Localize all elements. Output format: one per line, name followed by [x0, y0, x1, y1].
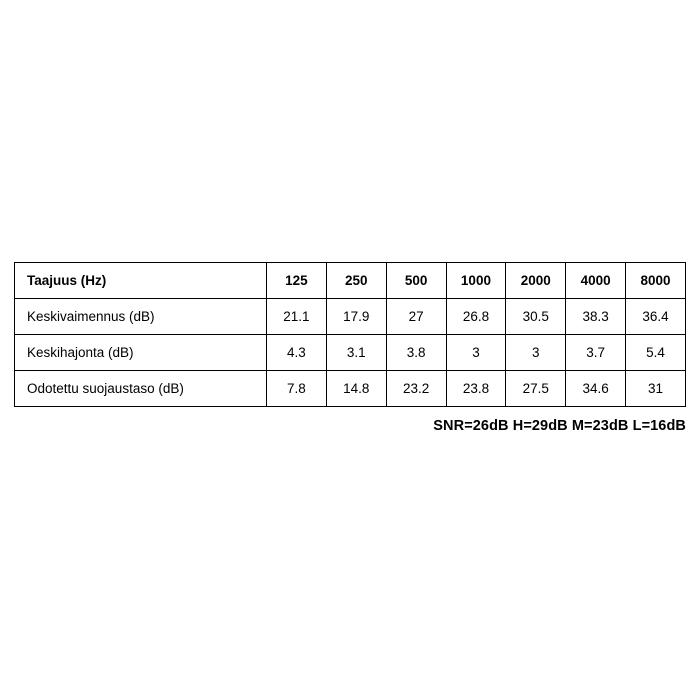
cell-sd-500: 3.8 [386, 335, 446, 371]
row-label-standard-deviation: Keskihajonta (dB) [15, 335, 267, 371]
cell-apv-125: 7.8 [267, 371, 327, 407]
attenuation-table-container [14, 262, 686, 407]
cell-apv-8000: 31 [626, 371, 686, 407]
table-row [15, 371, 686, 407]
table-header-row [15, 263, 686, 299]
column-header-2000: 2000 [506, 263, 566, 299]
cell-mean-500: 27 [386, 299, 446, 335]
cell-apv-2000: 27.5 [506, 371, 566, 407]
cell-sd-250: 3.1 [326, 335, 386, 371]
column-header-1000: 1000 [446, 263, 506, 299]
table-row [15, 335, 686, 371]
cell-sd-2000: 3 [506, 335, 566, 371]
cell-mean-250: 17.9 [326, 299, 386, 335]
cell-sd-1000: 3 [446, 335, 506, 371]
row-label-expected-protection: Odotettu suojaustaso (dB) [15, 371, 267, 407]
cell-apv-4000: 34.6 [566, 371, 626, 407]
cell-sd-125: 4.3 [267, 335, 327, 371]
cell-sd-8000: 5.4 [626, 335, 686, 371]
column-header-4000: 4000 [566, 263, 626, 299]
snr-summary-text: SNR=26dB H=29dB M=23dB L=16dB [433, 418, 686, 434]
column-header-500: 500 [386, 263, 446, 299]
row-label-mean-attenuation: Keskivaimennus (dB) [15, 299, 267, 335]
table-row [15, 299, 686, 335]
column-header-frequency: Taajuus (Hz) [15, 263, 267, 299]
cell-apv-250: 14.8 [326, 371, 386, 407]
cell-mean-8000: 36.4 [626, 299, 686, 335]
cell-mean-2000: 30.5 [506, 299, 566, 335]
table-body [15, 299, 686, 407]
cell-sd-4000: 3.7 [566, 335, 626, 371]
cell-apv-500: 23.2 [386, 371, 446, 407]
column-header-125: 125 [267, 263, 327, 299]
column-header-8000: 8000 [626, 263, 686, 299]
table-header [15, 263, 686, 299]
cell-apv-1000: 23.8 [446, 371, 506, 407]
cell-mean-125: 21.1 [267, 299, 327, 335]
column-header-250: 250 [326, 263, 386, 299]
cell-mean-1000: 26.8 [446, 299, 506, 335]
cell-mean-4000: 38.3 [566, 299, 626, 335]
attenuation-table [14, 262, 686, 407]
